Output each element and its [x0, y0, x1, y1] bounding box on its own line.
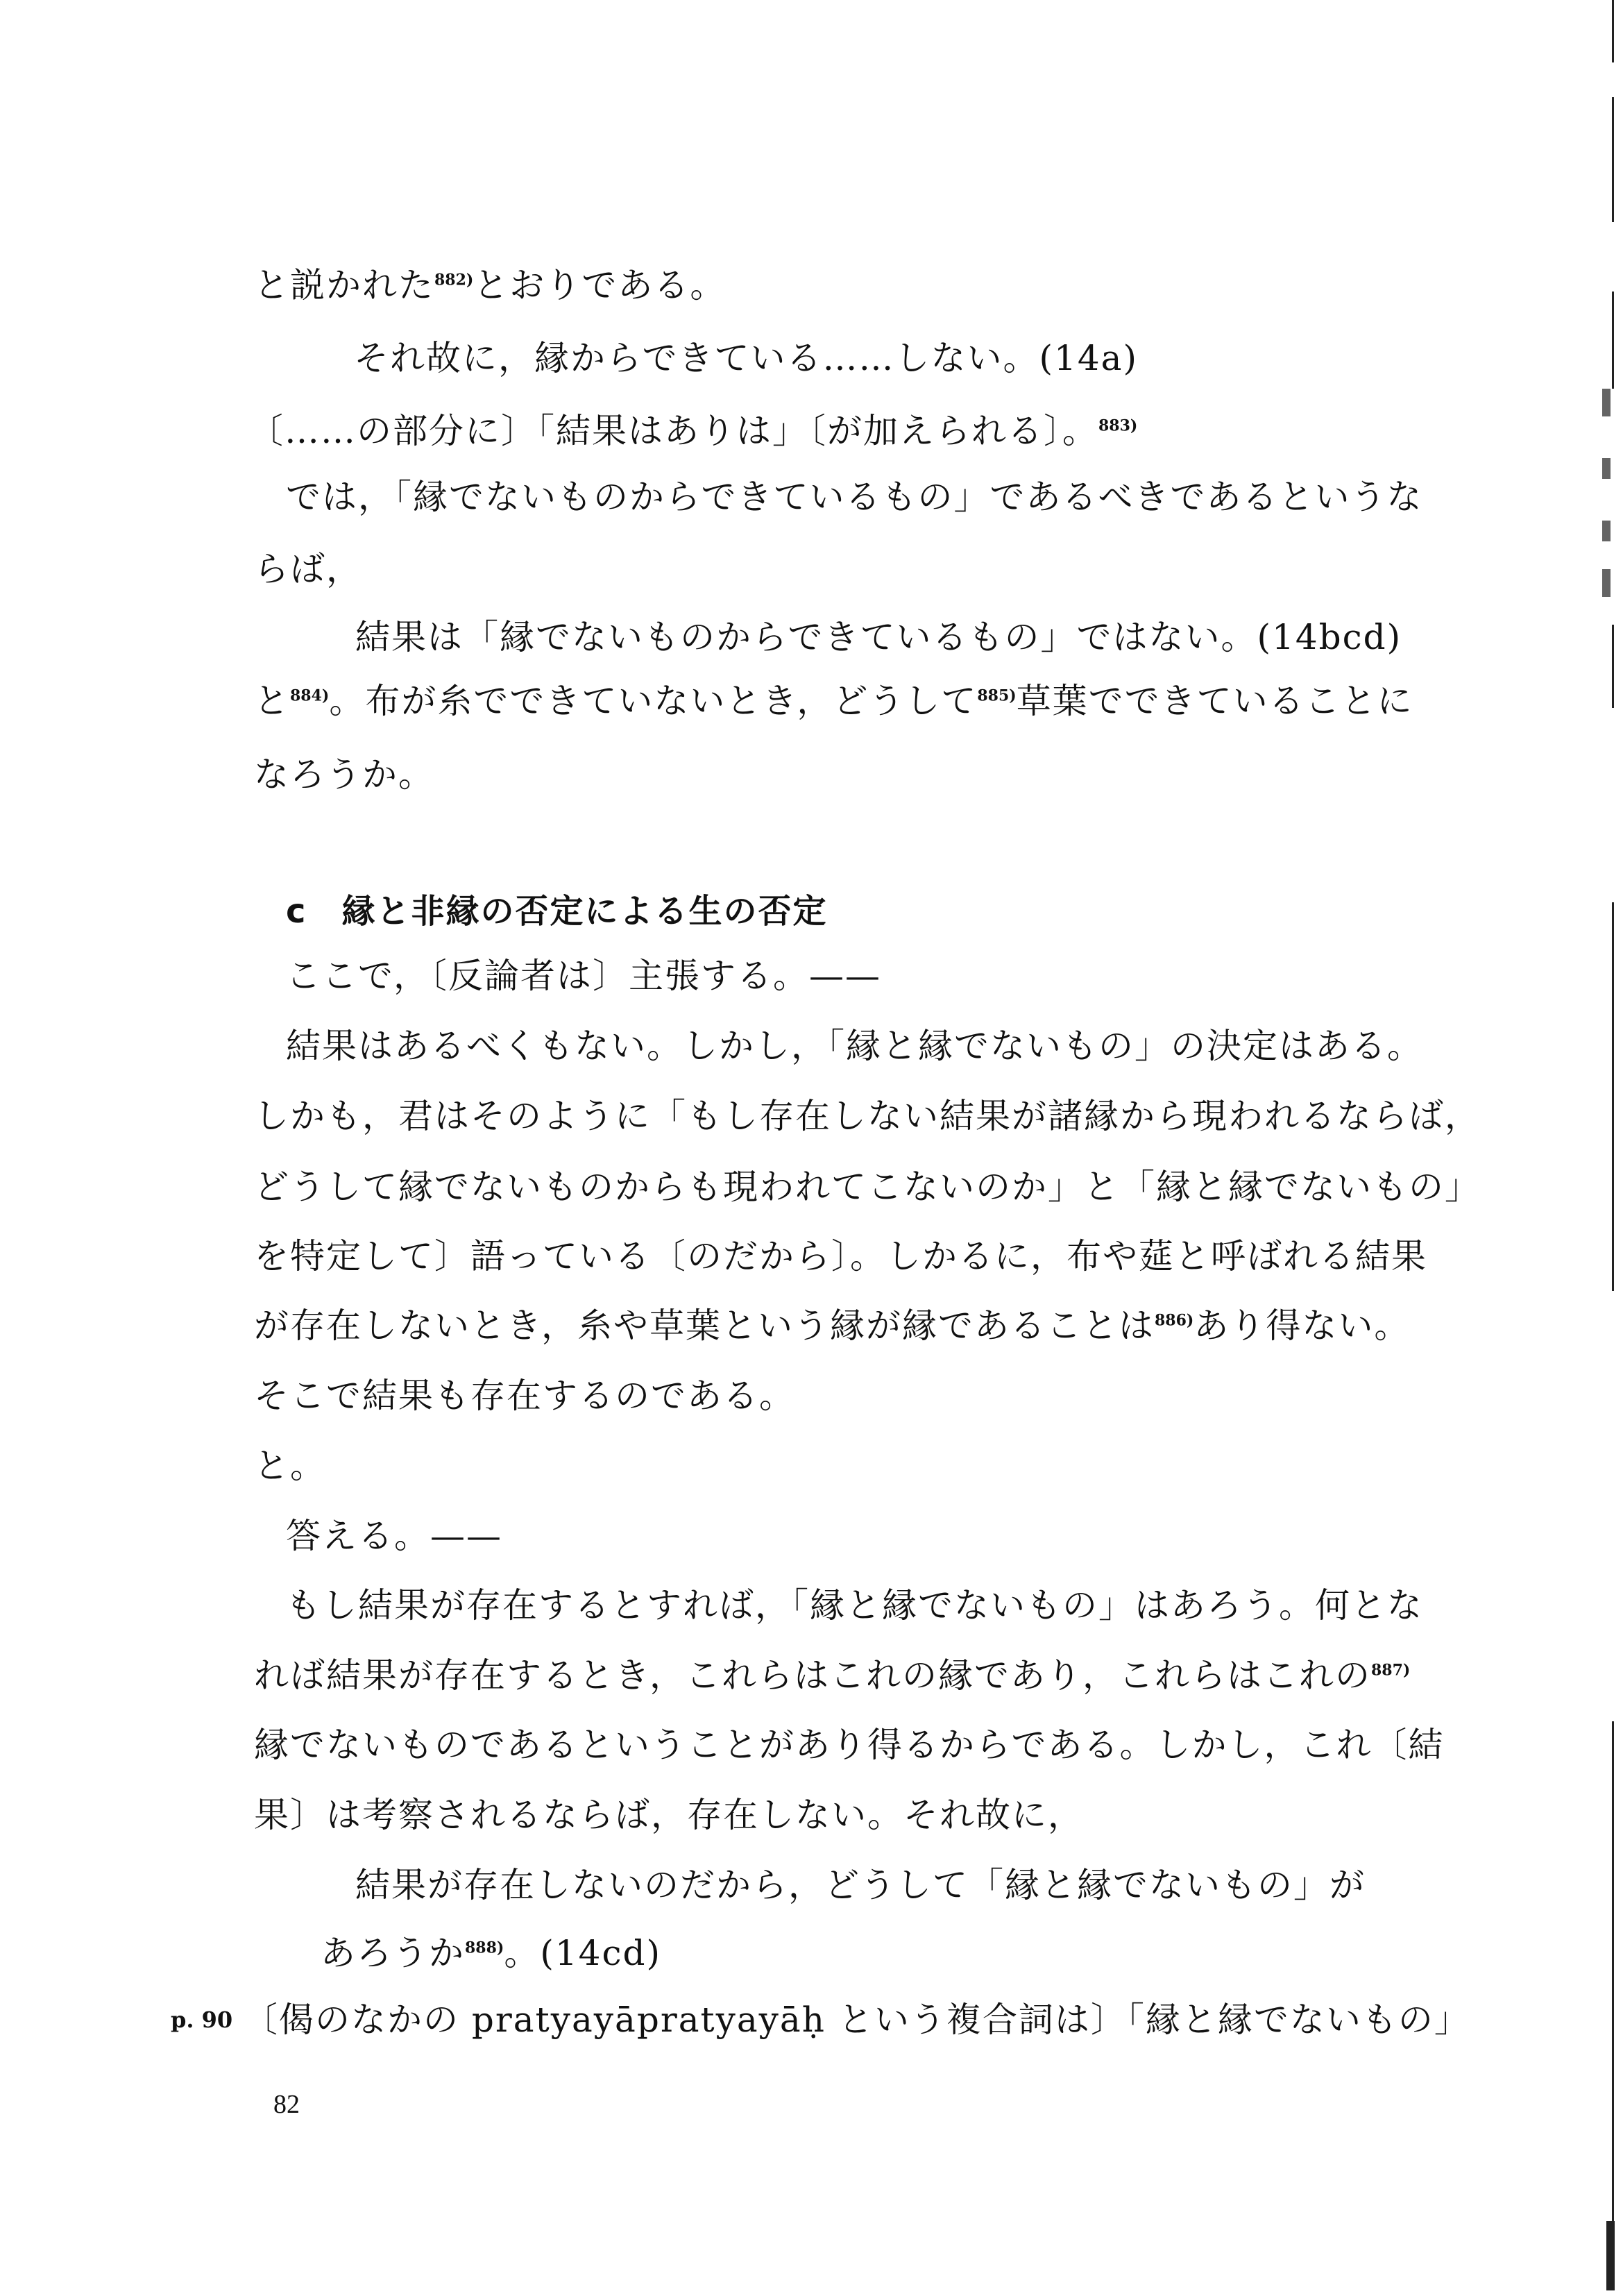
text-line-3: [248, 410, 1137, 452]
text-line-8: [254, 754, 434, 795]
text-line-16: [254, 1375, 795, 1417]
text-segment: 〔……の部分に〕「結果はありは」〔が加えられる〕。: [248, 411, 1098, 451]
verse-line-14bcd: [355, 616, 1402, 658]
edge-mark: [1612, 292, 1614, 389]
edge-mark: [1602, 569, 1611, 597]
text-segment: 縁でないものであるということがあり得るからである。しかし，これ〔結: [254, 1725, 1445, 1765]
text-segment: と: [254, 681, 290, 721]
edge-mark: [1606, 2221, 1615, 2290]
edge-mark: [1602, 389, 1611, 416]
text-segment: あり得ない。: [1193, 1306, 1411, 1346]
text-line-21: [254, 1724, 1445, 1766]
text-segment: が存在しないとき，糸や草葉という縁が縁であることは: [254, 1306, 1155, 1346]
text-line-17: [254, 1445, 326, 1487]
text-line-22: [254, 1794, 1084, 1836]
text-segment: しかも，君はそのように「もし存在しない結果が諸縁から現われるならば，: [254, 1096, 1481, 1136]
text-segment: なろうか。: [254, 754, 434, 795]
text-segment: と説かれた: [254, 265, 434, 305]
text-segment: 果〕は考察されるならば，存在しない。それ故に，: [254, 1795, 1084, 1835]
text-segment: を特定して〕語っている〔のだから〕。しかるに，布や莚と呼ばれる結果: [254, 1236, 1427, 1276]
verse-line-14cd-a: [355, 1864, 1366, 1906]
text-line-20: [254, 1655, 1410, 1696]
edge-mark: [1612, 1721, 1614, 2277]
text-line-15: [254, 1305, 1410, 1347]
text-segment: 結果はあるべくもない。しかし，「縁と縁でないもの」の決定はある。: [286, 1026, 1423, 1066]
footnote-ref-884[interactable]: 884): [290, 686, 330, 705]
verse-line-14cd-b: [321, 1932, 661, 1974]
text-segment: ここで，〔反論者は〕主張する。——: [286, 956, 881, 996]
edge-mark: [1612, 902, 1614, 1291]
text-segment: とおりである。: [473, 265, 726, 305]
text-segment: では，「縁でないものからできているもの」であるべきであるというな: [286, 477, 1423, 517]
text-line-11: [286, 1025, 1423, 1067]
edge-mark: [1612, 97, 1614, 222]
text-line-4: [286, 476, 1423, 518]
text-line-10: [286, 955, 881, 997]
text-segment: 。(14cd): [504, 1933, 661, 1973]
text-segment: と。: [254, 1446, 326, 1486]
edge-mark: [1612, 625, 1614, 708]
text-segment: らば，: [254, 549, 362, 589]
text-segment: 結果は「縁でないものからできているもの」ではない。(14bcd): [355, 617, 1402, 657]
footnote-ref-885[interactable]: 885): [977, 686, 1017, 705]
text-line-1: [254, 264, 726, 306]
heading-text: c 縁と非縁の否定による生の否定: [286, 892, 828, 931]
text-line-13: [254, 1166, 1481, 1208]
text-segment: 。布が糸でできていないとき，どうして: [329, 681, 978, 721]
section-heading: [286, 890, 827, 932]
text-line-25: [243, 1999, 1470, 2041]
scan-edge-artifact: [1581, 0, 1623, 2296]
footnote-ref-886[interactable]: 886): [1155, 1311, 1194, 1330]
text-line-12: [254, 1095, 1481, 1137]
text-line-18: [286, 1515, 502, 1557]
edge-mark: [1602, 521, 1611, 541]
footnote-ref-887[interactable]: 887): [1371, 1661, 1411, 1680]
text-segment: あろうか: [321, 1933, 465, 1973]
text-segment: 草葉でできていることに: [1016, 681, 1413, 721]
margin-page-reference: p. 90: [171, 2007, 233, 2033]
text-line-7: [254, 680, 1413, 722]
footnote-ref-883[interactable]: 883): [1098, 416, 1138, 435]
text-segment: もし結果が存在するとすれば，「縁と縁でないもの」はあろう。何とな: [286, 1585, 1423, 1626]
text-segment: れば結果が存在するとき，これらはこれの縁であり，これらはこれの: [254, 1655, 1371, 1696]
text-segment: 答える。——: [286, 1516, 502, 1556]
text-segment: どうして縁でないものからも現われてこないのか」と「縁と縁でないもの」: [254, 1167, 1481, 1207]
text-segment: そこで結果も存在するのである。: [254, 1376, 795, 1416]
footnote-ref-888[interactable]: 888): [465, 1939, 504, 1957]
edge-mark: [1612, 0, 1614, 62]
text-line-19: [286, 1585, 1423, 1626]
text-segment: それ故に，縁からできている……しない。(14a): [354, 338, 1138, 378]
text-segment: 結果が存在しないのだから，どうして「縁と縁でないもの」が: [355, 1865, 1366, 1905]
edge-mark: [1602, 458, 1611, 479]
text-segment: 〔偈のなかの pratyayāpratyayāḥ という複合詞は〕「縁と縁でないもの」: [243, 2000, 1470, 2040]
text-line-14: [254, 1235, 1427, 1277]
footnote-ref-882[interactable]: 882): [434, 271, 474, 289]
text-line-5: [254, 548, 362, 590]
verse-line-14a: [354, 337, 1138, 379]
page-number: 82: [273, 2090, 300, 2119]
